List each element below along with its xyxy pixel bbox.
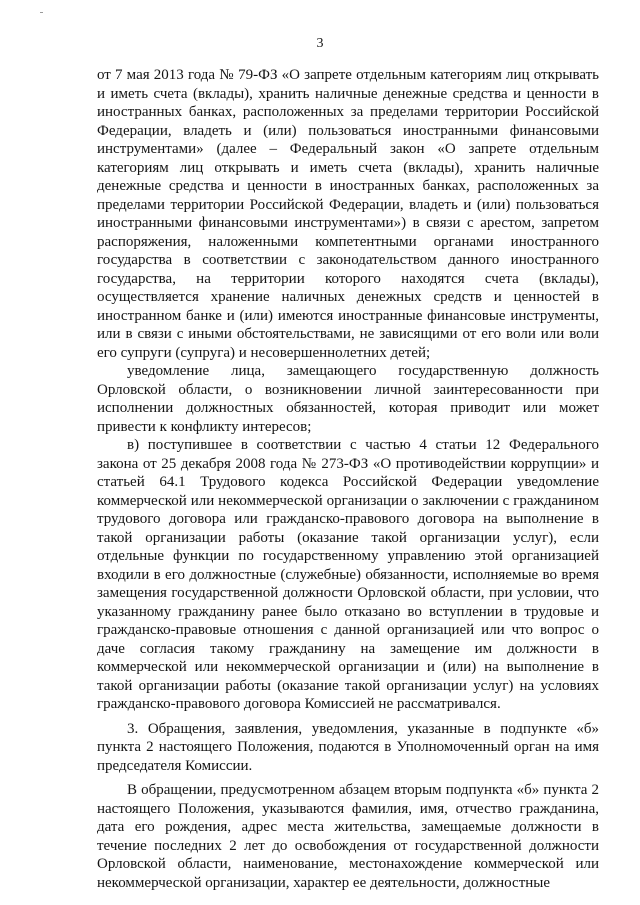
paragraph-law-79fz-continuation: от 7 мая 2013 года № 79-ФЗ «О запрете отдельным категориям лиц открывать и иметь счета (вклады), хранить наличные денежные средства и ценности в иностранных банках, расположенных за пределами территории Российской Федерации, владеть и (или) пользоваться иностранными финансовыми инструментами» (далее – Федеральный закон «О запрете отдельным категориям лиц открывать и иметь счета (вклады), хранить наличные денежные средства и ценности в иностранных банках, расположенных за пределами территории Российской Федерации, владеть и (или) пользоваться иностранными финансовыми инструментами») в связи с арестом, запретом распоряжения, наложенными компетентными органами иностранного государства в соответствии с законодательством данного иностранного государства, на территории которого находятся счета (вклады), осуществляется хранение наличных денежных средств и ценностей в иностранном банке и (или) имеются иностранные финансовые инструменты, или в связи с иными обстоятельствами, не зависящими от его воли или воли его супруги (супруга) и несовершеннолетних детей; bbox=[97, 67, 599, 361]
paragraph-subitem-v: в) поступившее в соответствии с частью 4 статьи 12 Федерального закона от 25 декабря 2008 года № 273-ФЗ «О противодействии коррупции» и статьей 64.1 Трудового кодекса Российской Федерации уведомление коммерческой или некоммерческой организации о заключении с гражданином трудового договора или гражданско-правового договора на выполнение в такой организации работы (оказание такой организации услуг), если отдельные функции по государственному управлению этой организацией входили в его должностные (служебные) обязанности, исполняемые во время замещения государственной должности Орловской области, при условии, что указанному гражданину ранее было отказано во вступлении в трудовые и гражданско-правовые отношения с данной организацией или что вопрос о даче согласия такому гражданину на замещение им должности в коммерческой или некоммерческой организации и (или) на выполнение в такой организации работы (оказание такой организации услуг) на условиях гражданско-правового договора Комиссией не рассматривался. bbox=[97, 437, 599, 712]
paragraph-conflict-of-interest-notice: уведомление лица, замещающего государственную должность Орловской области, о возникновении личной заинтересованности при исполнении должностных обязанностей, которая приводит или может привести к конфликту интересов; bbox=[97, 363, 599, 435]
paragraph-item-3: 3. Обращения, заявления, уведомления, указанные в подпункте «б» пункта 2 настоящего Положения, подаются в Уполномоченный орган на имя председателя Комиссии. bbox=[97, 720, 599, 774]
document-body bbox=[97, 66, 599, 892]
scan-mark bbox=[40, 12, 43, 13]
paragraph-appeal-contents: В обращении, предусмотренном абзацем вторым подпункта «б» пункта 2 настоящего Положения, указываются фамилия, имя, отчество гражданина, дата его рождения, адрес места жительства, замещаемые должности в течение последних 2 лет до освобождения от государственной должности Орловской области, наименование, местонахождение коммерческой или некоммерческой организации, характер ее деятельности, должностные bbox=[97, 782, 599, 891]
page-number: 3 bbox=[316, 36, 324, 51]
